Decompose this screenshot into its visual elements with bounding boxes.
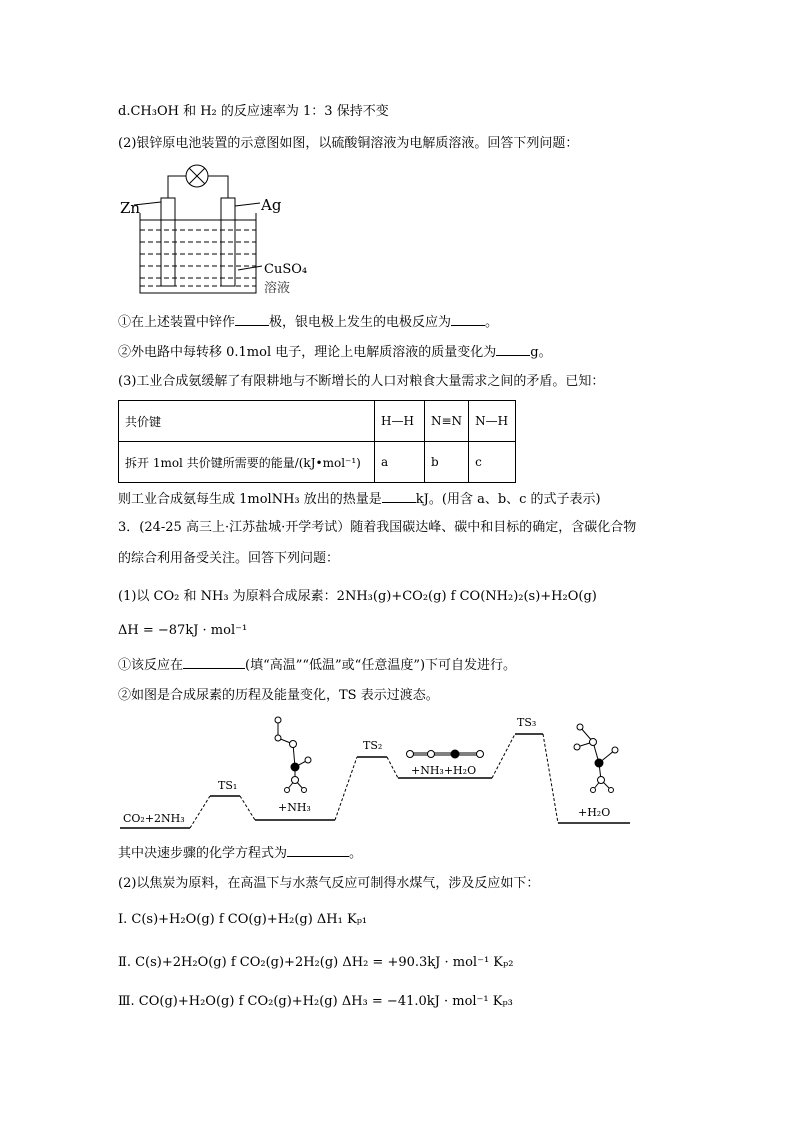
electrolyte-label: CuSO₄ bbox=[264, 262, 308, 277]
table-cell: H—H bbox=[375, 401, 425, 442]
reaction-2: Ⅱ. C(s)+2H₂O(g) f CO₂(g)+2H₂(g) ΔH₂ = +90.3kJ · mol⁻¹ Kₚ₂ bbox=[118, 955, 514, 970]
table-row bbox=[119, 401, 516, 442]
option-d: d.CH₃OH 和 H₂ 的反应速率为 1：3 保持不变 bbox=[118, 104, 389, 119]
energy-profile-diagram bbox=[115, 712, 645, 837]
zn-label: Zn bbox=[120, 199, 141, 217]
answer-blank[interactable] bbox=[235, 313, 269, 326]
question-3-intro: (3)工业合成氨缓解了有限耕地与不断增长的人口对粮食大量需求之间的矛盾。已知： bbox=[118, 374, 605, 389]
answer-blank[interactable] bbox=[287, 844, 349, 857]
problem-3-part2-intro: (2)以焦炭为原料，在高温下与水蒸气反应可制得水煤气，涉及反应如下： bbox=[118, 876, 540, 891]
problem-3-part1: (1)以 CO₂ 和 NH₃ 为原料合成尿素：2NH₃(g)+CO₂(g) f CO(NH₂)₂(s)+H₂O(g) bbox=[118, 589, 597, 604]
table-cell: b bbox=[425, 442, 469, 483]
table-cell: c bbox=[469, 442, 516, 483]
question-2-1: ①在上述装置中锌作 极，银电极上发生的电极反应为 。 bbox=[118, 315, 499, 330]
table-cell: a bbox=[375, 442, 425, 483]
start-label: CO₂+2NH₃ bbox=[123, 812, 185, 825]
answer-blank[interactable] bbox=[183, 656, 245, 669]
mid-label: +NH₃+H₂O bbox=[411, 764, 477, 777]
table-row bbox=[119, 442, 516, 483]
problem-3-line2: 的综合利用备受关注。回答下列问题： bbox=[118, 551, 340, 566]
h2o-label: +H₂O bbox=[578, 806, 611, 819]
beaker bbox=[140, 213, 256, 293]
question-3-answer: 则工业合成氨每生成 1molNH₃ 放出的热量是 kJ。(用含 a、b、c 的式子表示) bbox=[118, 492, 601, 507]
table-cell: N—H bbox=[469, 401, 516, 442]
reaction-1: Ⅰ. C(s)+H₂O(g) f CO(g)+H₂(g) ΔH₁ Kₚ₁ bbox=[118, 912, 368, 927]
answer-blank[interactable] bbox=[382, 490, 416, 503]
ts3-label: TS₃ bbox=[517, 716, 537, 729]
answer-blank[interactable] bbox=[496, 343, 530, 356]
table-cell: 共价键 bbox=[119, 401, 375, 442]
ts2-label: TS₂ bbox=[363, 739, 383, 752]
question-2-intro: (2)银锌原电池装置的示意图如图，以硫酸铜溶液为电解质溶液。回答下列问题： bbox=[118, 136, 579, 151]
urea-intermediate-molecule bbox=[275, 717, 311, 793]
answer-blank[interactable] bbox=[451, 313, 485, 326]
problem-3-part1b: ②如图是合成尿素的历程及能量变化，TS 表示过渡态。 bbox=[118, 688, 439, 703]
reaction-3: Ⅲ. CO(g)+H₂O(g) f CO₂(g)+H₂(g) ΔH₃ = −41.0kJ · mol⁻¹ Kₚ₃ bbox=[118, 994, 513, 1009]
rate-determining-step: 其中决速步骤的化学方程式为 。 bbox=[118, 846, 363, 861]
linear-molecule bbox=[407, 750, 484, 758]
problem-3-line1: 3．(24-25 高三上·江苏盐城·开学考试）随着我国碳达峰、碳中和目标的确定，含碳化合物 bbox=[118, 520, 637, 535]
ag-label: Ag bbox=[261, 196, 282, 214]
table-cell: N≡N bbox=[425, 401, 469, 442]
problem-3-part1a: ①该反应在 (填“高温”“低温”或“任意温度”)下可自发进行。 bbox=[118, 658, 517, 673]
nh3-label: +NH₃ bbox=[278, 801, 311, 814]
solution-label: 溶液 bbox=[264, 281, 291, 296]
ts1-label: TS₁ bbox=[218, 779, 238, 792]
table-cell: 拆开 1mol 共价键所需要的能量/(kJ•mol⁻¹) bbox=[119, 442, 375, 483]
galvanic-cell-diagram bbox=[110, 158, 350, 303]
bond-energy-table bbox=[118, 400, 516, 483]
urea-molecule bbox=[574, 724, 618, 793]
question-2-2: ②外电路中每转移 0.1mol 电子，理论上电解质溶液的质量变化为 g。 bbox=[118, 345, 552, 360]
delta-h: ΔH = −87kJ · mol⁻¹ bbox=[118, 623, 248, 638]
